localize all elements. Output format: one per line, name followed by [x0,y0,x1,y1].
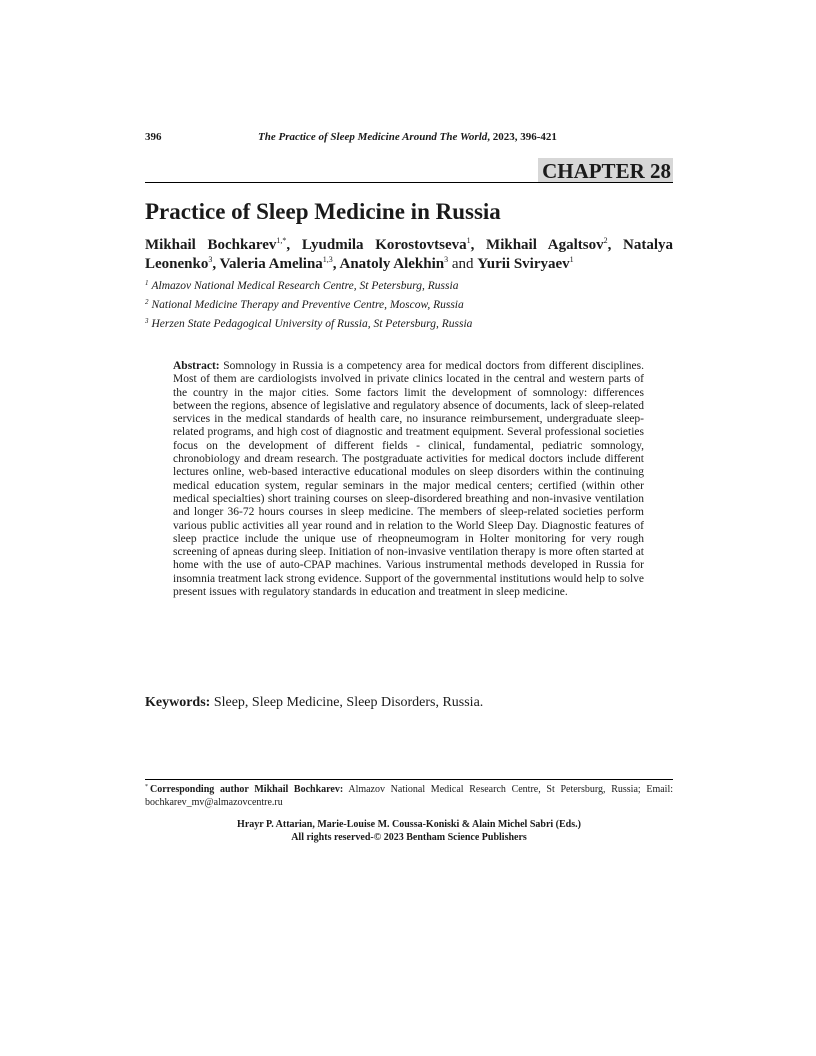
author-name: Natalya Leonenko [145,237,674,272]
editors-line: Hrayr P. Attarian, Marie-Louise M. Coussa-Koniski & Alain Michel Sabri (Eds.) [237,819,581,830]
affiliation-number: 3 [145,317,149,325]
author-affiliation-mark: 1,3 [322,255,333,264]
author-affiliation-mark: 1 [466,236,471,245]
affiliation-item [145,315,673,334]
page-number: 396 [145,131,162,143]
author-separator: , [212,256,220,272]
footnote-text: Almazov National Medical Research Centre, St Petersburg, Russia; Email: bochkarev_mv@almazovcentre.ru [145,784,674,808]
keywords [145,694,673,712]
paper-title: Practice of Sleep Medicine in Russia [145,199,501,224]
abstract [173,360,644,599]
footnote-label: Corresponding author Mikhail Bochkarev: [150,784,344,795]
journal-citation [258,131,557,143]
footnote-divider [145,779,673,780]
author-list [145,236,673,274]
author-affiliation-mark: 1 [569,255,574,264]
journal-details: , 2023, 396-421 [487,131,557,143]
affiliation-number: 2 [145,298,149,306]
copyright-line: All rights reserved-© 2023 Bentham Science Publishers [291,831,527,843]
affiliation-item [145,277,673,296]
author-name: Yurii Sviryaev [477,256,570,272]
author-conjunction: and [448,256,478,272]
chapter-divider [145,182,673,183]
journal-title: The Practice of Sleep Medicine Around The World [258,131,488,143]
affiliation-number: 1 [145,279,149,287]
affiliation-list [145,277,673,334]
author-separator: , [607,237,624,253]
author-separator: , [470,237,487,253]
chapter-label: CHAPTER 28 [538,158,673,183]
author-affiliation-mark: 1,* [276,236,287,245]
author-affiliation-mark: 3 [444,255,449,264]
author-affiliation-mark: 3 [208,255,213,264]
publisher-info [145,819,673,844]
author-separator: , [332,256,340,272]
author-name: Mikhail Agaltsov [486,237,604,253]
author-affiliation-mark: 2 [603,236,608,245]
abstract-label: Abstract: [173,360,220,372]
affiliation-text: Herzen State Pedagogical University of Russia, St Petersburg, Russia [151,318,473,330]
abstract-text: Somnology in Russia is a competency area for medical doctors from different disciplines. Most of them are cardiologists involved in private clinics located in the central and western parts of the country in the major cities. Some factors limit the development of somnology: differences between the regions, absence of legislative and regulatory absence of documents, lack of sleep-related services in the medical standards of health care, no insurance reimbursement, undergraduate sleep-related programs, and high cost of diagnostic and treatment equipment. Several professional societies focus on the development of different fields - clinical, fundamental, pediatric somnology, chronobiology and dream research. The postgraduate activities for medical doctors include different lectures online, web-based interactive educational modules on sleep disorders within the continuing medical education system, regular seminars in the major medical centers; certified (within other medical specialties) short training courses on sleep-disordered breathing and non-invasive ventilation and longer 36-72 hours courses in sleep medicine. The members of sleep-related societies perform various public activities all year round and in relation to the World Sleep Day. Diagnostic features of sleep practice include the unique use of rheopneumogram in Holter monitoring for very rough screening of apneas during sleep. Initiation of non-invasive ventilation therapy is more often started at home with the use of auto-CPAP machines. Various instrumental methods developed in Russia for insomnia treatment lack strong evidence. Support of the governmental institutions would help to solve present issues with regulatory standards in education and treatment in sleep medicine. [173,360,645,599]
author-name: Valeria Amelina [219,256,323,272]
affiliation-item [145,296,673,315]
author-name: Lyudmila Korostovtseva [301,237,467,253]
affiliation-text: National Medicine Therapy and Preventive Centre, Moscow, Russia [151,299,464,311]
footnote-mark: * [145,784,148,790]
corresponding-author-footnote [145,783,673,809]
affiliation-text: Almazov National Medical Research Centre, St Petersburg, Russia [151,280,459,292]
author-separator: , [286,237,302,253]
keywords-label: Keywords: [145,695,211,710]
author-name: Mikhail Bochkarev [145,237,277,253]
running-head [145,131,673,147]
keywords-text: Sleep, Sleep Medicine, Sleep Disorders, Russia. [213,695,484,710]
author-name: Anatoly Alekhin [339,256,445,272]
